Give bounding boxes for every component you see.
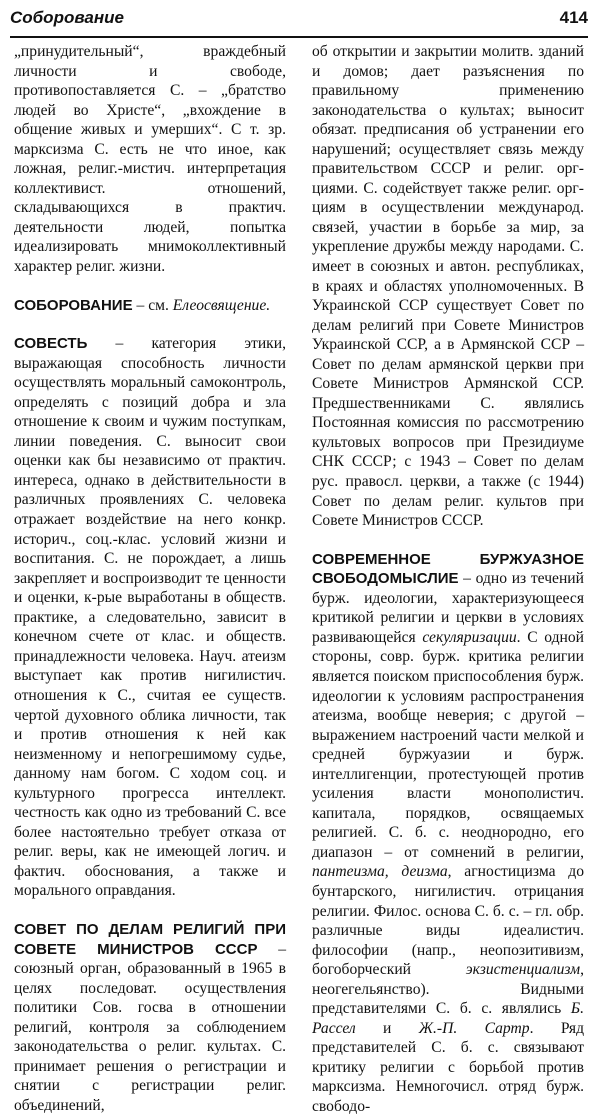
entry-sovet-po-delam [14,920,286,1115]
entry-sovremennoe-term-2: пантеизма, деизма [312,863,448,881]
left-column [14,42,286,1114]
headword-sovet-po-delam: СОВЕТ ПО ДЕЛАМ РЕЛИГИЙ ПРИ СОВЕТЕ МИНИСТРОВ СССР [14,920,286,958]
page-header [10,6,588,38]
entry-sovremennoe-text-4: , неогегельянство). Видными представителями С. б. с. являлись [312,961,584,1018]
continuation-paragraph: об открытии и закрытии молитв. зданий и домов; дает разъяснения по правильному применению законодательства о культах; выносит обязат. предписания об устранении его нарушений; осуществляет связь между правительством СССР и религ. орг-циями. С. содействует также религ. орг-циям в осуществлении международ. связей, участии в борьбе за мир, за укрепление дружбы между народами. С. имеет в союзных и автон. республиках, в краях и областях уполномоченных. В Украинской ССР существует Совет по делам религий при Совете Министров Украинской ССР, а в Армянской ССР – Совет по делам армянской церкви при Совете Министров Армянской ССР. Предшественниками С. являлись Постоянная комиссия по рассмотрению культовых вопросов при Президиуме СНК СССР; с 1943 – Совет по делам рус. правосл. церкви, а также (с 1944) Совет по делам религ. культов при Совете Министров СССР. [312,43,584,530]
entry-sovremennoe-term-5: Ж.-П. Сартр [418,1019,530,1037]
headword-soborovanie: СОБОРОВАНИЕ [14,296,133,314]
entry-sovremennoe [312,550,584,1117]
entry-soborovanie-reference: Елеосвящение. [172,296,271,314]
entry-sovet-po-delam-text: – союзный орган, образованный в 1965 в целях последоват. осуществления политики Сов. госва в отношении религий, контроля за соблюдением законодательства о религ. культах. С. принимает решения о регистрации и снятии с регистрации религ. объединений, [14,940,286,1114]
entry-sovest [14,334,286,901]
right-column [312,42,585,1115]
entry-sovest-text: – категория этики, выражающая способность личности осуществлять моральный самоконтроль, определять с позиций добра и зла отношение к своим и чужим поступкам, линии поведения. С. выносит свои оценки как бы независимо от практич. интереса, однако в действительности в различных проявлениях С. человека отражает воздействие на него конкр. историч., соц.-клас. условий жизни и воспитания. С. не порождает, а лишь закрепляет и воспроизводит те ценности и оценки, к-рые выработаны в обществ. практике, а следовательно, зависит в конечном счете от клас. и обществ. принадлежности человека. Науч. атеизм выступает как против нигилистич. отношения к С., считая ее существ. чертой духовного облика личности, так и против отношения к ней как неизменному и непогрешимому судье, данному нам богом. С ходом соц. и культурного прогресса интеллект. честность как одно из требований С. все более настоятельно требует отказа от религ. веры, как не имеющей логич. и фактич. обоснования, а также и морального оправдания. [14,335,286,900]
entry-sovremennoe-text-5: и [355,1019,419,1037]
entry-soborovanie [14,296,286,316]
entry-sovremennoe-text-1: – одно из течений бурж. идеологии, характеризующееся критикой религии и церкви в условиях развивающейся [312,570,584,646]
running-title: Соборование [10,8,124,27]
page-number: 414 [559,8,588,27]
entry-sovremennoe-term-4: Б. Рассел [312,1000,584,1037]
entry-sovremennoe-text-2: . С одной стороны, совр. бурж. критика религии является поиском приспособления бурж. идеологии к условиям распространения атеизма, вообще неверия; с другой – выражением настроений части мелкой и средней буржуазии и бурж. интеллигенции, протестующей против усиления власти монополистич. капитала, порядков, освящаемых религией. С. б. с. неоднородно, его диапазон – от сомнений в религии, [312,628,584,861]
entry-sovremennoe-term-1: секуляризации [422,628,517,646]
headword-sovest: СОВЕСТЬ [14,335,88,353]
intro-paragraph: „принудительный“, враждебный личности и свободе, противопоставляется С. – „братство людей во Христе“, „вхождение в общение живых и умерших“. С т. зр. марксизма С. есть не что иное, как ложная, религ.-мистич. интерпретация коллективист. отношений, складывающихся в практич. деятельности людей, попытка идеализировать мнимоколлективный характер религ. жизни. [14,43,286,276]
entry-sovremennoe-text-6: . Ряд представителей С. б. с. связывают критику религии с борьбой против марксизма. Немногочисл. отряд бурж. свободо- [312,1019,585,1115]
headword-sovremennoe: СОВРЕМЕННОЕ БУРЖУАЗНОЕ СВОБОДОМЫСЛИЕ [312,550,584,588]
entry-sovremennoe-text-3: , агностицизма до бунтарского, нигилистич. отрицания религии. Филос. основа С. б. с. – гл. обр. различные виды идеалистич. философии (напр., неопозитивизм, богоборческий [312,863,584,979]
entry-soborovanie-text: – см. [132,296,173,314]
entry-sovremennoe-term-3: экзистенциализм [465,961,581,979]
